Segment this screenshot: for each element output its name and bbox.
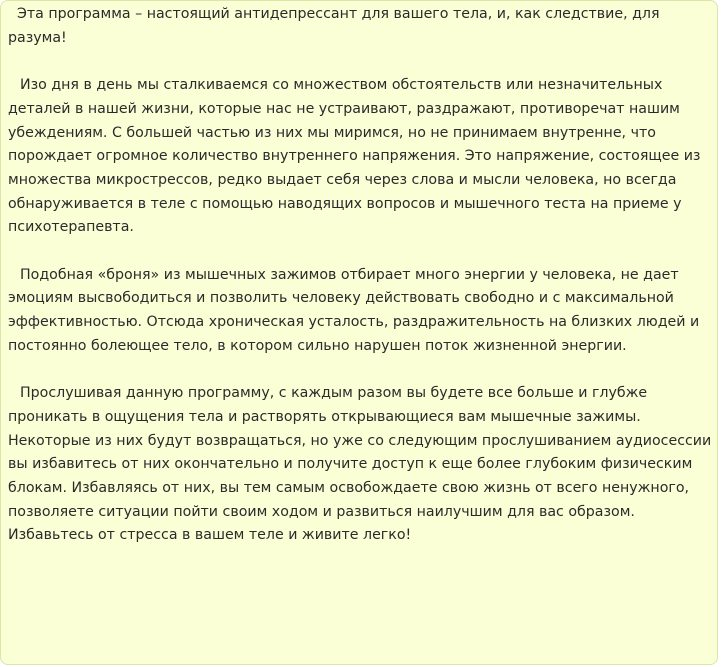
paragraph-listening: Прослушивая данную программу, с каждым разом вы будете все больше и глубже проникать в ощущения тела и растворять открывающиеся вам мышечные зажимы. Некоторые из них будут возвращаться, но уже со следующим прослушиванием аудиосессии вы избавитесь от них окончательно и получите доступ к еще более глубоким физическим блокам. Избавляясь от них, вы тем самым освобождаете свою жизнь от всего ненужного, позволяете ситуации пойти своим ходом и развиться наилучшим для вас образом. Избавьтесь от стресса в вашем теле и живите легко!	[8, 385, 712, 544]
paragraph-tension: Изо дня в день мы сталкиваемся со множеством обстоятельств или незначительных деталей в нашей жизни, которые нас не устраивают, раздражают, противоречат нашим убеждениям. С большей частью из них мы миримся, но не принимаем внутренне, что порождает огромное количество внутреннего напряжения. Это напряжение, состоящее из множества микрострессов, редко выдает себя через слова и мысли человека, но всегда обнаруживается в теле с помощью наводящих вопросов и мышечного теста на приеме у психотерапевта.	[8, 77, 701, 236]
paragraph-armor: Подобная «броня» из мышечных зажимов отбирает много энергии у человека, не дает эмоциям высвободиться и позволить человеку действовать свободно и с максимальной эффективностью. Отсюда хроническая усталость, раздражительность на близких людей и постоянно болеющее тело, в котором сильно нарушен поток жизненной энергии.	[8, 266, 700, 354]
article-text	[8, 3, 716, 572]
paragraph-intro: Эта программа – настоящий антидепрессант для вашего тела, и, как следствие, для разума!	[8, 6, 660, 46]
